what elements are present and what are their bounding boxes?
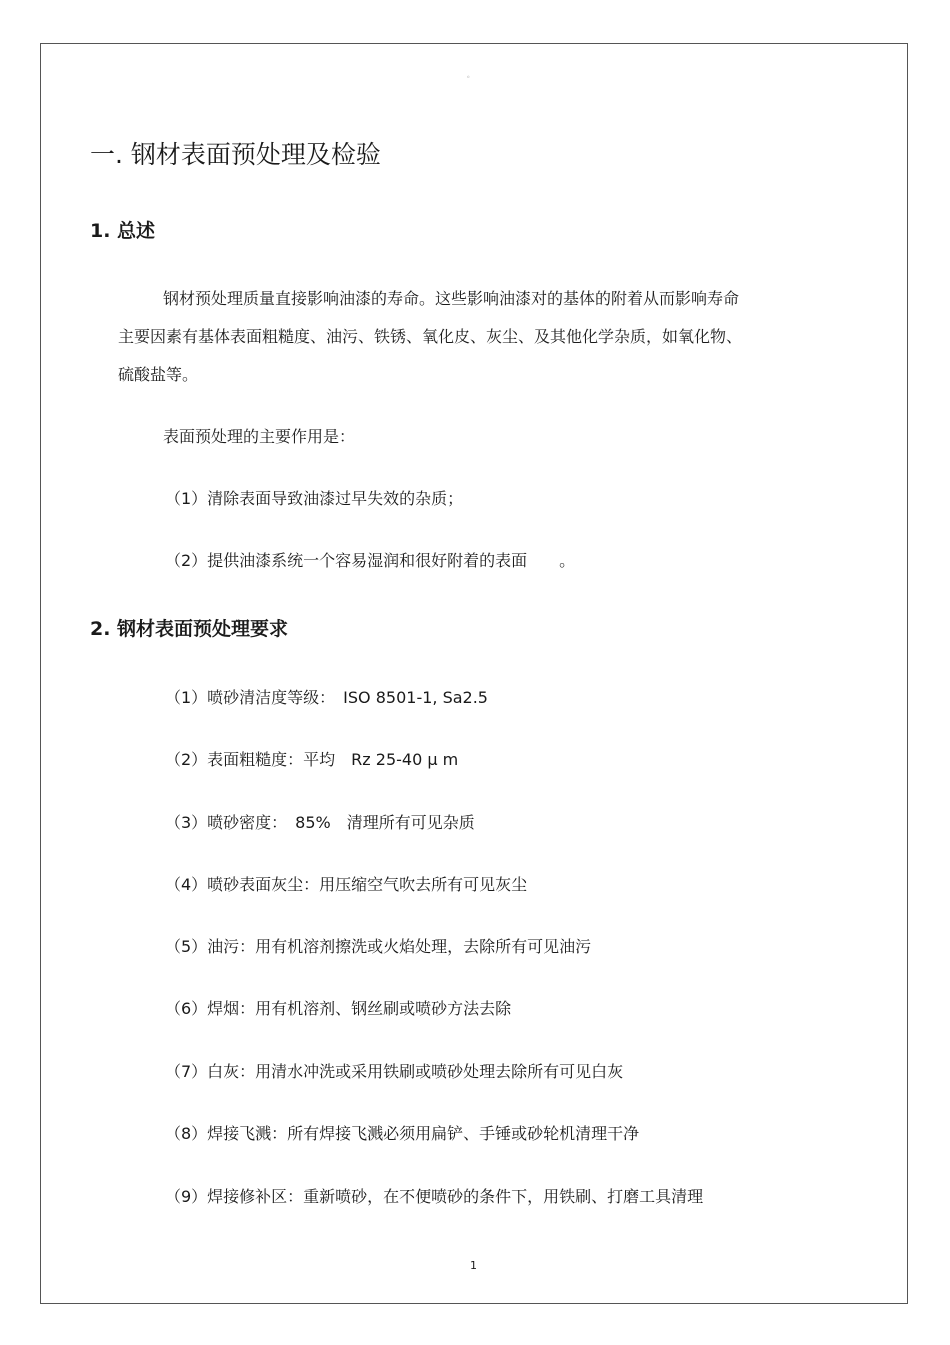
requirement-item: （2）表面粗糙度：平均 Rz 25-40 μ m: [165, 750, 459, 769]
requirement-item: （9）焊接修补区：重新喷砂，在不便喷砂的条件下，用铁刷、打磨工具清理: [165, 1187, 704, 1206]
top-mark: 。: [467, 71, 474, 79]
intro-line-3: 硫酸盐等。: [118, 365, 199, 384]
requirement-item: （7）白灰：用清水冲洗或采用铁刷或喷砂处理去除所有可见白灰: [165, 1062, 624, 1081]
page-number: 1: [470, 1259, 477, 1272]
purpose-item: （1）清除表面导致油漆过早失效的杂质；: [165, 489, 464, 508]
purpose-label: 表面预处理的主要作用是：: [163, 427, 356, 446]
document-title: 一. 钢材表面预处理及检验: [90, 140, 381, 169]
page-border: [40, 43, 908, 1304]
requirement-item: （3）喷砂密度： 85% 清理所有可见杂质: [165, 813, 475, 832]
intro-line-2: 主要因素有基体表面粗糙度、油污、铁锈、氧化皮、灰尘、及其他化学杂质，如氧化物、: [118, 327, 743, 346]
requirement-item: （1）喷砂清洁度等级： ISO 8501-1, Sa2.5: [165, 688, 488, 707]
requirement-item: （4）喷砂表面灰尘：用压缩空气吹去所有可见灰尘: [165, 875, 528, 894]
requirement-item: （8）焊接飞溅：所有焊接飞溅必须用扁铲、手锤或砂轮机清理干净: [165, 1124, 640, 1143]
section-heading-requirements: 2. 钢材表面预处理要求: [90, 618, 289, 640]
intro-line-1: 钢材预处理质量直接影响油漆的寿命。这些影响油漆对的基体的附着从而影响寿命: [163, 289, 740, 308]
purpose-item: （2）提供油漆系统一个容易湿润和很好附着的表面 。: [165, 551, 576, 570]
section-heading-overview: 1. 总述: [90, 220, 156, 242]
requirement-item: （6）焊烟：用有机溶剂、钢丝刷或喷砂方法去除: [165, 999, 512, 1018]
requirement-item: （5）油污：用有机溶剂擦洗或火焰处理，去除所有可见油污: [165, 937, 592, 956]
